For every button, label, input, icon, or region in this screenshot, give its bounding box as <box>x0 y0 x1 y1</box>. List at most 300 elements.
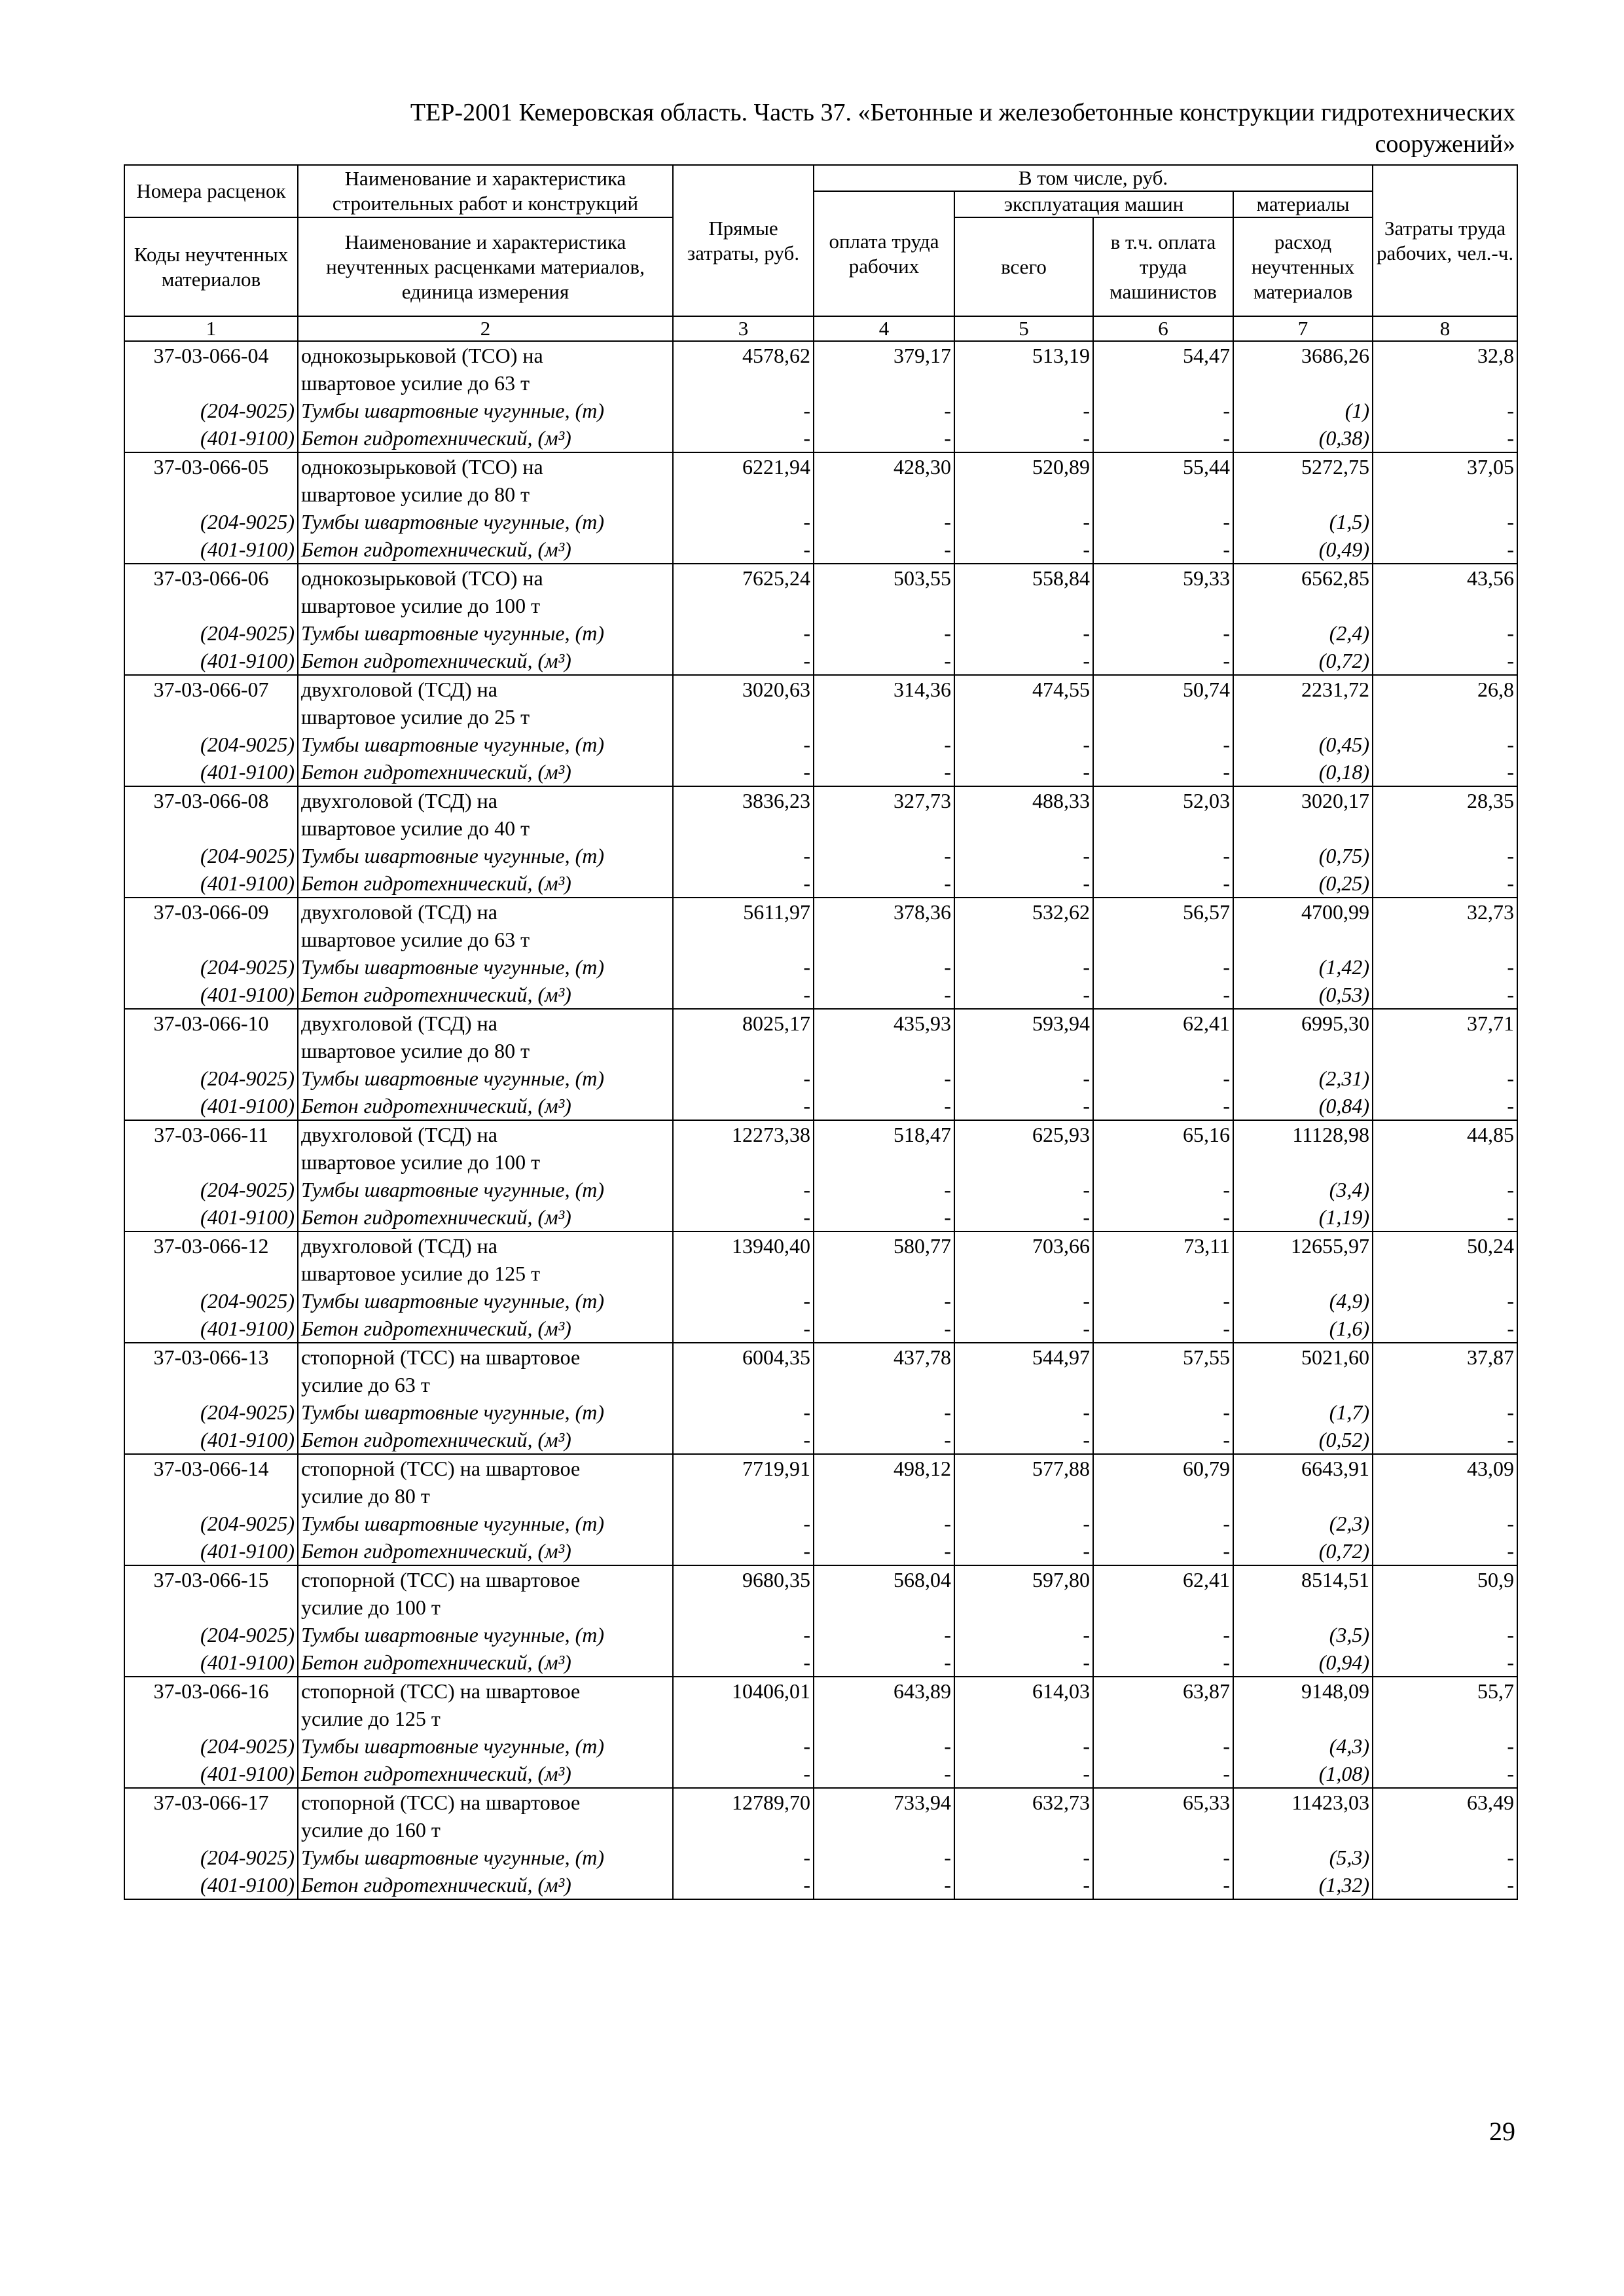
machinist-wages: 50,74 <box>1093 675 1233 703</box>
material-row <box>124 981 1517 1009</box>
dash-cell: - <box>814 536 954 564</box>
machine-total: 593,94 <box>954 1009 1093 1037</box>
dash-cell: - <box>673 508 814 536</box>
empty-cell <box>673 1037 814 1065</box>
material-code: (401-9100) <box>124 1760 298 1788</box>
col-number: 2 <box>298 316 673 341</box>
worker-wages: 733,94 <box>814 1788 954 1816</box>
empty-cell <box>124 1705 298 1732</box>
dash-cell: - <box>814 1621 954 1649</box>
dash-cell: - <box>1093 953 1233 981</box>
material-row <box>124 536 1517 564</box>
material-name: Бетон гидротехнический, (м³) <box>298 647 673 675</box>
dash-cell: - <box>1093 842 1233 869</box>
material-name: Тумбы швартовные чугунные, (т) <box>298 1844 673 1871</box>
material-row <box>124 424 1517 452</box>
labor-costs: 37,87 <box>1373 1343 1517 1371</box>
rate-code: 37-03-066-15 <box>124 1565 298 1594</box>
work-name-continuation: швартовое усилие до 80 т <box>298 1037 673 1065</box>
empty-cell <box>1233 1594 1373 1621</box>
direct-costs: 3836,23 <box>673 786 814 814</box>
dash-cell: - <box>673 1176 814 1203</box>
dash-cell: - <box>814 1203 954 1231</box>
dash-cell: - <box>814 1092 954 1120</box>
work-name-continuation: швартовое усилие до 125 т <box>298 1260 673 1287</box>
material-quantity: (1,08) <box>1233 1760 1373 1788</box>
material-code: (401-9100) <box>124 647 298 675</box>
work-name-continuation: усилие до 160 т <box>298 1816 673 1844</box>
empty-cell <box>124 369 298 397</box>
machine-total: 632,73 <box>954 1788 1093 1816</box>
empty-cell <box>814 703 954 731</box>
rate-code: 37-03-066-04 <box>124 341 298 369</box>
dash-cell: - <box>1093 1510 1233 1537</box>
dash-cell: - <box>1373 1315 1517 1343</box>
material-row <box>124 869 1517 898</box>
empty-cell <box>1373 1482 1517 1510</box>
col-number: 7 <box>1233 316 1373 341</box>
dash-cell: - <box>814 1065 954 1092</box>
empty-cell <box>1373 1037 1517 1065</box>
empty-cell <box>1233 592 1373 619</box>
work-name-continuation: швартовое усилие до 63 т <box>298 369 673 397</box>
col-number: 4 <box>814 316 954 341</box>
empty-cell <box>1093 814 1233 842</box>
dash-cell: - <box>673 1649 814 1677</box>
work-name: стопорной (ТСС) на швартовое <box>298 1788 673 1816</box>
dash-cell: - <box>673 1871 814 1899</box>
dash-cell: - <box>1373 1760 1517 1788</box>
header-line-2: сооружений» <box>1375 130 1515 158</box>
dash-cell: - <box>814 1649 954 1677</box>
dash-cell: - <box>814 508 954 536</box>
dash-cell: - <box>1373 1065 1517 1092</box>
document-header <box>124 97 1515 160</box>
dash-cell: - <box>673 1844 814 1871</box>
material-quantity: (0,18) <box>1233 758 1373 786</box>
material-name: Бетон гидротехнический, (м³) <box>298 1203 673 1231</box>
rate-code: 37-03-066-07 <box>124 675 298 703</box>
dash-cell: - <box>1373 1649 1517 1677</box>
material-quantity: (2,31) <box>1233 1065 1373 1092</box>
dash-cell: - <box>954 1398 1093 1426</box>
dash-cell: - <box>1093 1537 1233 1565</box>
machinist-wages: 65,16 <box>1093 1120 1233 1148</box>
dash-cell: - <box>814 869 954 898</box>
material-name: Бетон гидротехнический, (м³) <box>298 424 673 452</box>
col-number: 3 <box>673 316 814 341</box>
empty-cell <box>1093 1260 1233 1287</box>
dash-cell: - <box>1373 758 1517 786</box>
empty-cell <box>1373 814 1517 842</box>
col-header-rate-numbers: Номера расценок <box>124 165 298 217</box>
material-quantity: (0,53) <box>1233 981 1373 1009</box>
direct-costs: 8025,17 <box>673 1009 814 1037</box>
material-quantity: (1,5) <box>1233 508 1373 536</box>
rate-code: 37-03-066-16 <box>124 1677 298 1705</box>
material-code: (204-9025) <box>124 842 298 869</box>
worker-wages: 378,36 <box>814 898 954 926</box>
col-header-material-names: Наименование и характеристика неучтенных расценками материалов, единица измерения <box>298 217 673 316</box>
rate-row-continuation <box>124 1148 1517 1176</box>
dash-cell: - <box>673 731 814 758</box>
empty-cell <box>1373 481 1517 508</box>
dash-cell: - <box>1373 731 1517 758</box>
dash-cell: - <box>954 1537 1093 1565</box>
dash-cell: - <box>673 424 814 452</box>
dash-cell: - <box>814 647 954 675</box>
labor-costs: 26,8 <box>1373 675 1517 703</box>
material-row <box>124 647 1517 675</box>
empty-cell <box>954 926 1093 953</box>
material-name: Бетон гидротехнический, (м³) <box>298 1760 673 1788</box>
work-name: однокозырьковой (ТСО) на <box>298 564 673 592</box>
empty-cell <box>954 703 1093 731</box>
dash-cell: - <box>673 1065 814 1092</box>
rate-row <box>124 1677 1517 1705</box>
dash-cell: - <box>1373 1844 1517 1871</box>
empty-cell <box>1373 1260 1517 1287</box>
machine-total: 544,97 <box>954 1343 1093 1371</box>
machinist-wages: 59,33 <box>1093 564 1233 592</box>
dash-cell: - <box>814 1315 954 1343</box>
material-code: (401-9100) <box>124 1649 298 1677</box>
material-code: (204-9025) <box>124 1732 298 1760</box>
dash-cell: - <box>954 1732 1093 1760</box>
dash-cell: - <box>1373 842 1517 869</box>
material-quantity: (1,32) <box>1233 1871 1373 1899</box>
col-header-machine-operation: эксплуатация машин <box>954 191 1233 217</box>
dash-cell: - <box>814 1176 954 1203</box>
rate-row <box>124 452 1517 481</box>
empty-cell <box>673 481 814 508</box>
dash-cell: - <box>814 619 954 647</box>
material-name: Бетон гидротехнический, (м³) <box>298 536 673 564</box>
empty-cell <box>124 703 298 731</box>
empty-cell <box>673 1482 814 1510</box>
machine-total: 625,93 <box>954 1120 1093 1148</box>
empty-cell <box>673 592 814 619</box>
material-quantity: (5,3) <box>1233 1844 1373 1871</box>
rate-row <box>124 1565 1517 1594</box>
rate-code: 37-03-066-11 <box>124 1120 298 1148</box>
material-row <box>124 1760 1517 1788</box>
labor-costs: 50,24 <box>1373 1231 1517 1260</box>
empty-cell <box>814 1148 954 1176</box>
material-code: (401-9100) <box>124 869 298 898</box>
dash-cell: - <box>814 981 954 1009</box>
empty-cell <box>1093 926 1233 953</box>
material-code: (401-9100) <box>124 424 298 452</box>
material-name: Бетон гидротехнический, (м³) <box>298 1426 673 1454</box>
empty-cell <box>1233 1371 1373 1398</box>
dash-cell: - <box>1093 1732 1233 1760</box>
material-code: (401-9100) <box>124 981 298 1009</box>
material-code: (204-9025) <box>124 1510 298 1537</box>
col-header-machine-total: всего <box>954 217 1093 316</box>
material-quantity: (0,94) <box>1233 1649 1373 1677</box>
material-quantity: (3,4) <box>1233 1176 1373 1203</box>
work-name: двухголовой (ТСД) на <box>298 675 673 703</box>
dash-cell: - <box>1373 1287 1517 1315</box>
material-row <box>124 1203 1517 1231</box>
empty-cell <box>1233 1037 1373 1065</box>
worker-wages: 428,30 <box>814 452 954 481</box>
dash-cell: - <box>954 1092 1093 1120</box>
material-code: (401-9100) <box>124 1203 298 1231</box>
direct-costs: 9680,35 <box>673 1565 814 1594</box>
dash-cell: - <box>954 1065 1093 1092</box>
rate-row-continuation <box>124 592 1517 619</box>
dash-cell: - <box>1093 1760 1233 1788</box>
labor-costs: 44,85 <box>1373 1120 1517 1148</box>
rate-row <box>124 341 1517 369</box>
worker-wages: 327,73 <box>814 786 954 814</box>
rate-row-continuation <box>124 369 1517 397</box>
empty-cell <box>1093 1037 1233 1065</box>
work-name: двухголовой (ТСД) на <box>298 898 673 926</box>
dash-cell: - <box>1373 1871 1517 1899</box>
work-name-continuation: усилие до 63 т <box>298 1371 673 1398</box>
dash-cell: - <box>1373 1092 1517 1120</box>
material-quantity: (1,7) <box>1233 1398 1373 1426</box>
empty-cell <box>124 1260 298 1287</box>
machinist-wages: 56,57 <box>1093 898 1233 926</box>
empty-cell <box>1373 369 1517 397</box>
dash-cell: - <box>954 953 1093 981</box>
material-code: (401-9100) <box>124 1871 298 1899</box>
material-name: Тумбы швартовные чугунные, (т) <box>298 1398 673 1426</box>
labor-costs: 28,35 <box>1373 786 1517 814</box>
dash-cell: - <box>954 536 1093 564</box>
materials-cost: 9148,09 <box>1233 1677 1373 1705</box>
dash-cell: - <box>954 869 1093 898</box>
dash-cell: - <box>1093 731 1233 758</box>
labor-costs: 37,71 <box>1373 1009 1517 1037</box>
work-name: однокозырьковой (ТСО) на <box>298 341 673 369</box>
material-row <box>124 758 1517 786</box>
dash-cell: - <box>673 397 814 424</box>
dash-cell: - <box>1373 1621 1517 1649</box>
material-row <box>124 1649 1517 1677</box>
material-name: Бетон гидротехнический, (м³) <box>298 1649 673 1677</box>
material-quantity: (2,3) <box>1233 1510 1373 1537</box>
empty-cell <box>954 1260 1093 1287</box>
dash-cell: - <box>954 1844 1093 1871</box>
materials-cost: 11128,98 <box>1233 1120 1373 1148</box>
material-code: (204-9025) <box>124 619 298 647</box>
material-name: Тумбы швартовные чугунные, (т) <box>298 1176 673 1203</box>
material-code: (401-9100) <box>124 758 298 786</box>
dash-cell: - <box>673 619 814 647</box>
dash-cell: - <box>1093 869 1233 898</box>
machinist-wages: 62,41 <box>1093 1009 1233 1037</box>
materials-cost: 3686,26 <box>1233 341 1373 369</box>
material-quantity: (1,42) <box>1233 953 1373 981</box>
empty-cell <box>814 481 954 508</box>
empty-cell <box>1233 1705 1373 1732</box>
dash-cell: - <box>954 508 1093 536</box>
page-number: 29 <box>1489 2117 1515 2146</box>
dash-cell: - <box>673 953 814 981</box>
empty-cell <box>124 926 298 953</box>
dash-cell: - <box>814 1844 954 1871</box>
materials-cost: 6562,85 <box>1233 564 1373 592</box>
material-code: (204-9025) <box>124 397 298 424</box>
material-name: Тумбы швартовные чугунные, (т) <box>298 619 673 647</box>
dash-cell: - <box>954 981 1093 1009</box>
work-name: двухголовой (ТСД) на <box>298 1231 673 1260</box>
machine-total: 558,84 <box>954 564 1093 592</box>
dash-cell: - <box>673 1621 814 1649</box>
empty-cell <box>954 1594 1093 1621</box>
dash-cell: - <box>1093 1315 1233 1343</box>
empty-cell <box>1093 592 1233 619</box>
dash-cell: - <box>673 1203 814 1231</box>
dash-cell: - <box>1373 619 1517 647</box>
labor-costs: 32,73 <box>1373 898 1517 926</box>
dash-cell: - <box>1093 647 1233 675</box>
dash-cell: - <box>1093 1398 1233 1426</box>
direct-costs: 3020,63 <box>673 675 814 703</box>
dash-cell: - <box>814 1426 954 1454</box>
rate-row-continuation <box>124 1260 1517 1287</box>
dash-cell: - <box>673 647 814 675</box>
dash-cell: - <box>954 1203 1093 1231</box>
empty-cell <box>814 1594 954 1621</box>
direct-costs: 10406,01 <box>673 1677 814 1705</box>
material-name: Бетон гидротехнический, (м³) <box>298 1092 673 1120</box>
empty-cell <box>954 1371 1093 1398</box>
material-quantity: (0,75) <box>1233 842 1373 869</box>
header-line-1: ТЕР-2001 Кемеровская область. Часть 37. «Бетонные и железобетонные конструкции гидротехнических <box>410 99 1515 126</box>
empty-cell <box>1093 1705 1233 1732</box>
dash-cell: - <box>814 953 954 981</box>
empty-cell <box>1233 926 1373 953</box>
labor-costs: 32,8 <box>1373 341 1517 369</box>
machinist-wages: 65,33 <box>1093 1788 1233 1816</box>
material-row <box>124 1510 1517 1537</box>
direct-costs: 7625,24 <box>673 564 814 592</box>
empty-cell <box>124 1594 298 1621</box>
material-row <box>124 731 1517 758</box>
dash-cell: - <box>814 1760 954 1788</box>
material-row <box>124 1065 1517 1092</box>
empty-cell <box>1093 703 1233 731</box>
material-name: Тумбы швартовные чугунные, (т) <box>298 953 673 981</box>
material-quantity: (4,3) <box>1233 1732 1373 1760</box>
empty-cell <box>954 814 1093 842</box>
empty-cell <box>1093 1482 1233 1510</box>
rate-row-continuation <box>124 1037 1517 1065</box>
machine-total: 488,33 <box>954 786 1093 814</box>
material-row <box>124 1732 1517 1760</box>
work-name: двухголовой (ТСД) на <box>298 1120 673 1148</box>
col-number: 8 <box>1373 316 1517 341</box>
rate-code: 37-03-066-05 <box>124 452 298 481</box>
dash-cell: - <box>1093 1065 1233 1092</box>
empty-cell <box>124 1482 298 1510</box>
material-row <box>124 1871 1517 1899</box>
worker-wages: 580,77 <box>814 1231 954 1260</box>
col-number: 1 <box>124 316 298 341</box>
dash-cell: - <box>1093 1426 1233 1454</box>
material-row <box>124 1537 1517 1565</box>
dash-cell: - <box>673 842 814 869</box>
material-quantity: (1,19) <box>1233 1203 1373 1231</box>
dash-cell: - <box>1373 981 1517 1009</box>
machine-total: 520,89 <box>954 452 1093 481</box>
dash-cell: - <box>1373 1203 1517 1231</box>
dash-cell: - <box>673 758 814 786</box>
rate-row <box>124 675 1517 703</box>
dash-cell: - <box>954 397 1093 424</box>
material-row <box>124 1092 1517 1120</box>
material-quantity: (0,52) <box>1233 1426 1373 1454</box>
material-row <box>124 619 1517 647</box>
dash-cell: - <box>954 647 1093 675</box>
material-quantity: (4,9) <box>1233 1287 1373 1315</box>
material-quantity: (3,5) <box>1233 1621 1373 1649</box>
materials-cost: 2231,72 <box>1233 675 1373 703</box>
dash-cell: - <box>673 1398 814 1426</box>
empty-cell <box>1373 1148 1517 1176</box>
col-header-material-codes: Коды неучтенных материалов <box>124 217 298 316</box>
empty-cell <box>814 369 954 397</box>
dash-cell: - <box>1373 508 1517 536</box>
work-name: двухголовой (ТСД) на <box>298 1009 673 1037</box>
dash-cell: - <box>1373 1732 1517 1760</box>
table-header <box>124 165 1517 341</box>
worker-wages: 503,55 <box>814 564 954 592</box>
work-name-continuation: усилие до 125 т <box>298 1705 673 1732</box>
material-row <box>124 1621 1517 1649</box>
dash-cell: - <box>814 1510 954 1537</box>
dash-cell: - <box>814 731 954 758</box>
empty-cell <box>954 1037 1093 1065</box>
empty-cell <box>1373 1816 1517 1844</box>
empty-cell <box>124 1816 298 1844</box>
material-code: (401-9100) <box>124 1315 298 1343</box>
dash-cell: - <box>673 1426 814 1454</box>
dash-cell: - <box>954 1510 1093 1537</box>
dash-cell: - <box>954 619 1093 647</box>
empty-cell <box>673 1148 814 1176</box>
dash-cell: - <box>954 758 1093 786</box>
labor-costs: 55,7 <box>1373 1677 1517 1705</box>
material-quantity: (1) <box>1233 397 1373 424</box>
dash-cell: - <box>673 536 814 564</box>
direct-costs: 4578,62 <box>673 341 814 369</box>
direct-costs: 12789,70 <box>673 1788 814 1816</box>
dash-cell: - <box>954 424 1093 452</box>
materials-cost: 5021,60 <box>1233 1343 1373 1371</box>
col-header-materials: материалы <box>1233 191 1373 217</box>
worker-wages: 518,47 <box>814 1120 954 1148</box>
dash-cell: - <box>673 1510 814 1537</box>
empty-cell <box>673 1594 814 1621</box>
empty-cell <box>1093 1594 1233 1621</box>
machine-total: 577,88 <box>954 1454 1093 1482</box>
material-name: Тумбы швартовные чугунные, (т) <box>298 1065 673 1092</box>
work-name-continuation: швартовое усилие до 63 т <box>298 926 673 953</box>
material-row <box>124 1176 1517 1203</box>
materials-cost: 3020,17 <box>1233 786 1373 814</box>
rate-code: 37-03-066-06 <box>124 564 298 592</box>
dash-cell: - <box>814 842 954 869</box>
dash-cell: - <box>954 1176 1093 1203</box>
material-name: Тумбы швартовные чугунные, (т) <box>298 1621 673 1649</box>
